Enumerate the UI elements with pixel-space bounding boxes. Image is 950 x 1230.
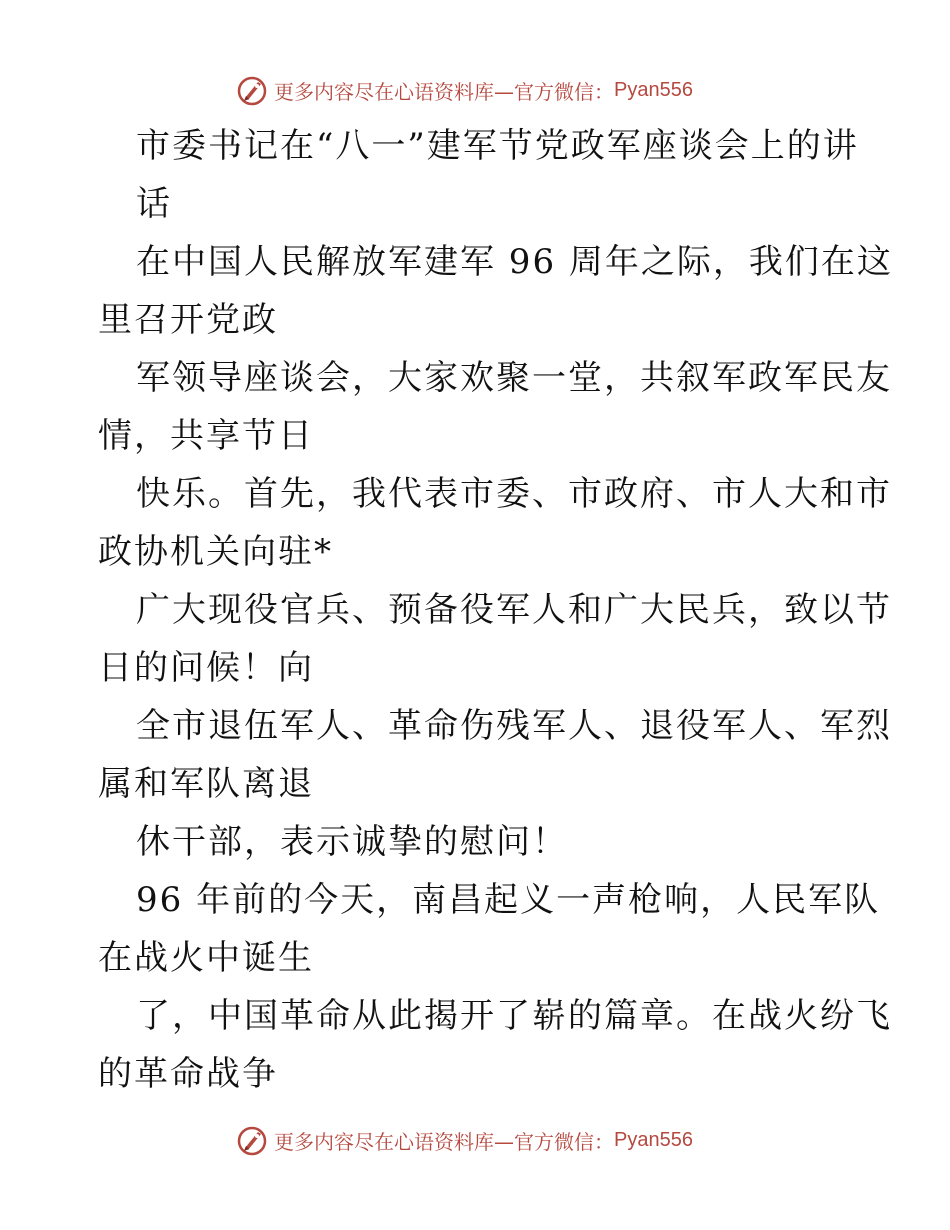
text-line: 在战火中诞生 xyxy=(98,938,314,978)
text-line: 话 xyxy=(136,184,172,224)
text-line: 里召开党政 xyxy=(98,300,278,340)
text-line: 属和军队离退 xyxy=(98,764,314,804)
quill-pen-logo-icon xyxy=(236,1124,268,1156)
header-watermark xyxy=(236,72,693,108)
text-line: 的革命战争 xyxy=(98,1054,278,1094)
watermark-brand-text: 更多内容尽在心语资料库 xyxy=(274,79,494,104)
text-line: 96 年前的今天，南昌起义一声枪响，人民军队 xyxy=(136,880,881,920)
text-line: 快乐。首先，我代表市委、市政府、市人大和市 xyxy=(136,474,892,514)
watermark-account-id: Pyan556 xyxy=(614,1128,693,1151)
text-line: 全市退伍军人、革命伤残军人、退役军人、军烈 xyxy=(136,706,892,746)
watermark-separator: —官方微信： xyxy=(494,79,614,104)
text-line: 日的问候！向 xyxy=(98,648,314,688)
text-line: 市委书记在“八一”建军节党政军座谈会上的讲 xyxy=(136,126,859,166)
document-body xyxy=(98,117,893,1103)
text-line: 军领导座谈会，大家欢聚一堂，共叙军政军民友 xyxy=(136,358,892,398)
watermark-separator: —官方微信： xyxy=(494,1129,614,1154)
watermark-brand-text: 更多内容尽在心语资料库 xyxy=(274,1129,494,1154)
watermark-account-id: Pyan556 xyxy=(614,78,693,101)
text-line: 了，中国革命从此揭开了崭的篇章。在战火纷飞 xyxy=(136,996,892,1036)
text-line: 政协机关向驻* xyxy=(98,532,333,572)
text-line: 休干部，表示诚挚的慰问！ xyxy=(136,822,568,862)
text-line: 广大现役官兵、预备役军人和广大民兵，致以节 xyxy=(136,590,892,630)
text-line: 在中国人民解放军建军 96 周年之际，我们在这 xyxy=(136,242,893,282)
text-line: 情，共享节日 xyxy=(98,416,314,456)
quill-pen-logo-icon xyxy=(236,74,268,106)
footer-watermark xyxy=(236,1122,693,1158)
